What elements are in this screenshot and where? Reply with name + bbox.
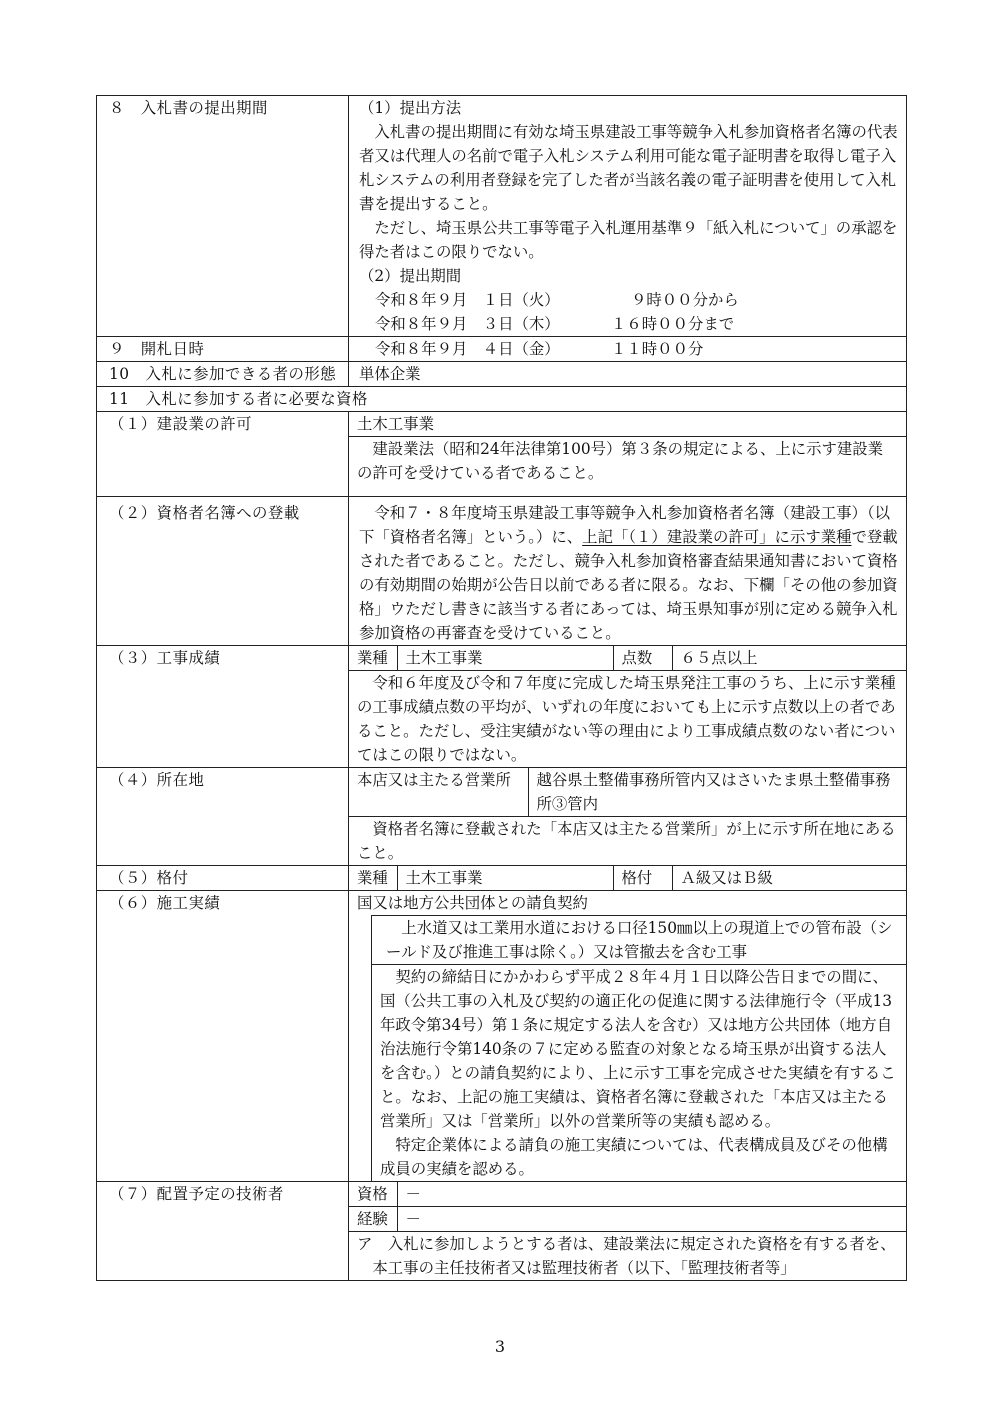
license-note: 建設業法（昭和24年法律第100号）第３条の規定による、上に示す建設業の許可を受けている者であること。 [357, 440, 884, 482]
record-heading: 国又は地方公共団体との請負契約 [357, 894, 588, 912]
submission-period-heading: （2）提出期間 [359, 267, 462, 285]
key-main-office: 本店又は主たる営業所 [349, 768, 528, 817]
record-jv-text: 特定企業体による請負の施工実績については、代表構成員及びその他構成員の実績を認める。 [380, 1136, 888, 1178]
label-grade: （５）格付 [97, 866, 349, 891]
registry-listing-text: 令和７・８年度埼玉県建設工事等競争入札参加資格者名簿（建設工事）（以下「資格者名簿」という。）に、上記「（１）建設業の許可」に示す業種で登載された者であること。ただし、競争入札参加資格審査結果通知書において資格の有効期間の始期が公告日以前である者に限る。なお、下欄「その他の参加資格」ウただし書きに該当する者にあっては、埼玉県知事が別に定める競争入札参加資格の再審査を受けていること。 [359, 504, 898, 642]
submission-method-exception: ただし、埼玉県公共工事等電子入札運用基準９「紙入札について」の承認を得た者はこの限りでない。 [359, 219, 898, 261]
value-participant-form: 単体企業 [349, 362, 907, 387]
submission-end-row [359, 312, 900, 336]
label-location: （４）所在地 [97, 768, 349, 866]
submission-end-date: 令和８年９月 ３日（木） [375, 315, 560, 333]
row-assigned-engineer [97, 1182, 907, 1281]
label-bid-opening: ９ 開札日時 [97, 337, 349, 362]
row-location [97, 768, 907, 866]
row-bid-submission-period [97, 96, 907, 337]
label-assigned-engineer: （７）配置予定の技術者 [97, 1182, 349, 1281]
row-registry-listing [97, 497, 907, 646]
key-grade: 格付 [613, 866, 672, 890]
work-performance-note: 令和６年度及び令和７年度に完成した埼玉県発注工事のうち、上に示す業種の工事成績点数の平均が、いずれの年度においても上に示す点数以上の者であること。ただし、受注実績がない等の理由により工事成績点数のない者についてはこの限りではない。 [357, 674, 896, 764]
row-grade [97, 866, 907, 891]
label-construction-record: （６）施工実績 [97, 891, 349, 1182]
submission-start-time: ９時００分から [631, 291, 739, 309]
label-required-qualifications: 11 入札に参加する者に必要な資格 [97, 387, 907, 412]
page-number: 3 [494, 1337, 506, 1356]
row-bid-opening [97, 337, 907, 362]
specification-table [96, 95, 907, 1281]
value-qualification: － [397, 1182, 906, 1207]
registry-listing-underlined: 上記「（１）建設業の許可」に示す業種 [582, 528, 852, 546]
key-grade-work-type: 業種 [349, 866, 397, 890]
record-requirement-text: 契約の締結日にかかわらず平成２８年４月１日以降公告日までの間に、国（公共工事の入札及び契約の適正化の促進に関する法律施行令（平成13年政令第34号）第１条に規定する法人を含む）又は地方公共団体（地方自治法施行令第140条の７に定める監査の対象となる埼玉県が出資する法人を含む。）との請負契約により、上に示す工事を完成させた実績を有すること。なお、上記の施工実績は、資格者名簿に登載された「本店又は主たる営業所」又は「営業所」以外の営業所等の実績も認める。 [380, 968, 896, 1130]
cell-bid-submission-period [349, 96, 907, 337]
key-qualification: 資格 [349, 1182, 397, 1207]
row-required-qualifications [97, 387, 907, 412]
submission-method-heading: （1）提出方法 [359, 99, 462, 117]
key-work-type: 業種 [349, 646, 397, 671]
submission-start-row [359, 288, 900, 312]
key-experience: 経験 [349, 1207, 397, 1232]
value-grade-work-type: 土木工事業 [397, 866, 613, 890]
label-bid-submission-period: ８ 入札書の提出期間 [97, 96, 349, 337]
submission-end-time: １６時００分まで [611, 315, 735, 333]
bid-opening-date: 令和８年９月 ４日（金） [375, 340, 560, 358]
value-work-type: 土木工事業 [397, 646, 613, 671]
row-participant-form [97, 362, 907, 387]
row-construction-record [97, 891, 907, 1182]
bid-opening-row [359, 337, 900, 361]
key-score: 点数 [613, 646, 672, 671]
label-participant-form: 10 入札に参加できる者の形態 [97, 362, 349, 387]
submission-method-text: 入札書の提出期間に有効な埼玉県建設工事等競争入札参加資格者名簿の代表者又は代理人の名前で電子入札システム利用可能な電子証明書を取得し電子入札システムの利用者登録を完了した者が当該名義の電子証明書を使用して入札書を提出すること。 [359, 123, 898, 213]
row-construction-license [97, 412, 907, 497]
label-work-performance: （３）工事成績 [97, 646, 349, 768]
value-grade: Ａ級又はＢ級 [672, 866, 906, 890]
value-score: ６５点以上 [672, 646, 906, 671]
label-construction-license: （１）建設業の許可 [97, 412, 349, 497]
label-registry-listing: （２）資格者名簿への登載 [97, 497, 349, 646]
bid-opening-time: １１時００分 [611, 340, 704, 358]
value-office-area: 越谷県土整備事務所管内又はさいたま県土整備事務所③管内 [528, 768, 906, 817]
location-note: 資格者名簿に登載された「本店又は主たる営業所」が上に示す所在地にあること。 [357, 820, 896, 862]
row-work-performance [97, 646, 907, 768]
submission-start-date: 令和８年９月 １日（火） [375, 291, 560, 309]
engineer-note: ア 入札に参加しようとする者は、建設業法に規定された資格を有する者を、本工事の主任技術者又は監理技術者（以下、「監理技術者等」 [357, 1235, 896, 1277]
value-experience: － [397, 1207, 906, 1232]
value-license-type: 土木工事業 [349, 412, 906, 437]
record-work-description: 上水道又は工業用水道における口径150㎜以上の現道上での管布設（シールド及び推進工事は除く。）又は管撤去を含む工事 [386, 919, 893, 961]
